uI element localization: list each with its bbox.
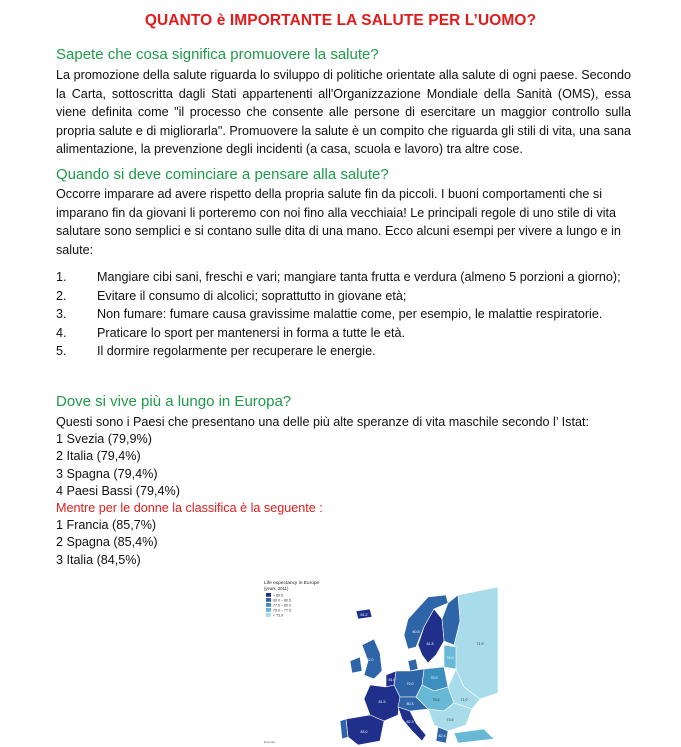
- map-value-label: 81.0: [388, 678, 396, 682]
- legend-label: 80.0 – 80.5: [273, 598, 291, 603]
- map-value-label: 82.0: [366, 658, 374, 662]
- list-text: Evitare il consumo di alcolici; soprattutto in giovane età;: [97, 288, 407, 303]
- ranking-men-item: 3 Spagna (79,4%): [56, 466, 158, 481]
- map-value-label: 81.5: [378, 700, 386, 704]
- list-item: [56, 324, 621, 343]
- map-source: Eurostat: [264, 740, 276, 744]
- map-value-label: 74.0: [446, 656, 454, 660]
- legend-label: 75.0 – 77.5: [273, 608, 291, 613]
- map-value-label: 76.6: [432, 698, 440, 702]
- map-subtitle: (years, 2011): [264, 586, 289, 591]
- list-number: 2.: [56, 288, 67, 303]
- section-heading-promozione: Sapete che cosa significa promuovere la salute?: [56, 46, 379, 63]
- list-text: Non fumare: fumare causa gravissime malattie come, per esempio, le malattie respiratorie.: [97, 307, 603, 321]
- ranking-women-item: 3 Italia (84,5%): [56, 552, 141, 567]
- list-item: [56, 287, 621, 306]
- legend-swatch: [266, 613, 271, 617]
- map-value-label: 80.8: [412, 630, 420, 634]
- rules-list: [56, 268, 621, 361]
- list-text: Il dormire regolarmente per recuperare le energie.: [97, 344, 376, 358]
- list-text: Praticare lo sport per mantenersi in forma a tutte le età.: [97, 325, 405, 340]
- ranking-women-item: 2 Spagna (85,4%): [56, 535, 158, 550]
- map-value-label: 81.2: [360, 613, 368, 617]
- ranking-women-item: 1 Francia (85,7%): [56, 518, 157, 533]
- legend-swatch: [266, 593, 271, 597]
- list-number: 1.: [56, 270, 67, 284]
- ranking-block: [56, 414, 589, 569]
- list-item: [56, 305, 621, 324]
- map-value-label: 82.3: [406, 720, 414, 724]
- list-number: 3.: [56, 307, 67, 321]
- list-number: 4.: [56, 325, 67, 340]
- ranking-men-item: 4 Paesi Bassi (79,4%): [56, 483, 180, 498]
- map-title: Life expectancy in Europe: [264, 581, 320, 586]
- map-value-label: 82.4: [438, 734, 446, 738]
- list-item: [56, 342, 621, 361]
- legend-swatch: [266, 608, 271, 612]
- europe-life-expectancy-map: [258, 575, 498, 747]
- map-value-label: 81.8: [426, 642, 434, 646]
- map-value-label: 79.0: [406, 682, 414, 686]
- page-title: QUANTO è IMPORTANTE LA SALUTE PER L’UOMO?: [144, 12, 537, 29]
- list-number: 5.: [56, 344, 67, 358]
- map-region-denmark: [408, 659, 418, 671]
- ranking-men-item: 1 Svezia (79,9%): [56, 432, 152, 447]
- legend-swatch: [266, 598, 271, 602]
- list-item: [56, 268, 621, 287]
- map-value-label: 80.3: [406, 702, 414, 706]
- map-value-label: 71.9: [476, 642, 484, 646]
- legend-swatch: [266, 603, 271, 607]
- map-value-label: 83.0: [360, 730, 368, 734]
- section-body-quando: Occorre imparare ad avere rispetto della propria salute fin da piccoli. I buoni comportamenti che si imparano fin da giovani li porteremo con noi fino alla vecchiaia! Le principali regole di uno stile di vita salutare sono semplici e si contano sulle dita di una mano. Ecco alcuni esempi per vivere a lungo e in salute:: [56, 187, 621, 257]
- map-value-label: 73.6: [446, 718, 454, 722]
- ranking-intro: Questi sono i Paesi che presentano una delle più alte speranze di vita maschile secondo l’ Istat:: [56, 415, 589, 429]
- legend-label: 77.5 – 80.0: [273, 603, 291, 608]
- section-heading-europa: Dove si vive più a lungo in Europa?: [56, 393, 292, 410]
- map-value-label: 76.0: [430, 676, 438, 680]
- ranking-women-intro: Mentre per le donne la classifica è la seguente :: [56, 501, 323, 516]
- legend-label: < 75.0: [273, 613, 284, 618]
- section-body-promozione: La promozione della salute riguarda lo sviluppo di politiche orientate alla salute di ogni paese. Secondo la Carta, sottoscritta dagli Stati appartenenti all'Organizzazione Mondiale della Sanità (OMS), essa viene definita come "il processo che consente alle persone di esercitare un maggior controllo sulla propria salute e di migliorarla". Promuovere la salute è un compito che riguarda gli stili di vita, una sana alimentazione, la prevenzione degli incidenti (a casa, scuola e lavoro) tra altre cose.: [56, 68, 631, 156]
- list-text: Mangiare cibi sani, freschi e vari; mangiare tanta frutta e verdura (almeno 5 porzioni a giorno);: [97, 270, 621, 284]
- section-heading-quando: Quando si deve cominciare a pensare alla salute?: [56, 166, 389, 183]
- legend-label: > 80.5: [273, 593, 284, 598]
- map-value-label: 71.0: [460, 698, 468, 702]
- ranking-men-item: 2 Italia (79,4%): [56, 449, 141, 464]
